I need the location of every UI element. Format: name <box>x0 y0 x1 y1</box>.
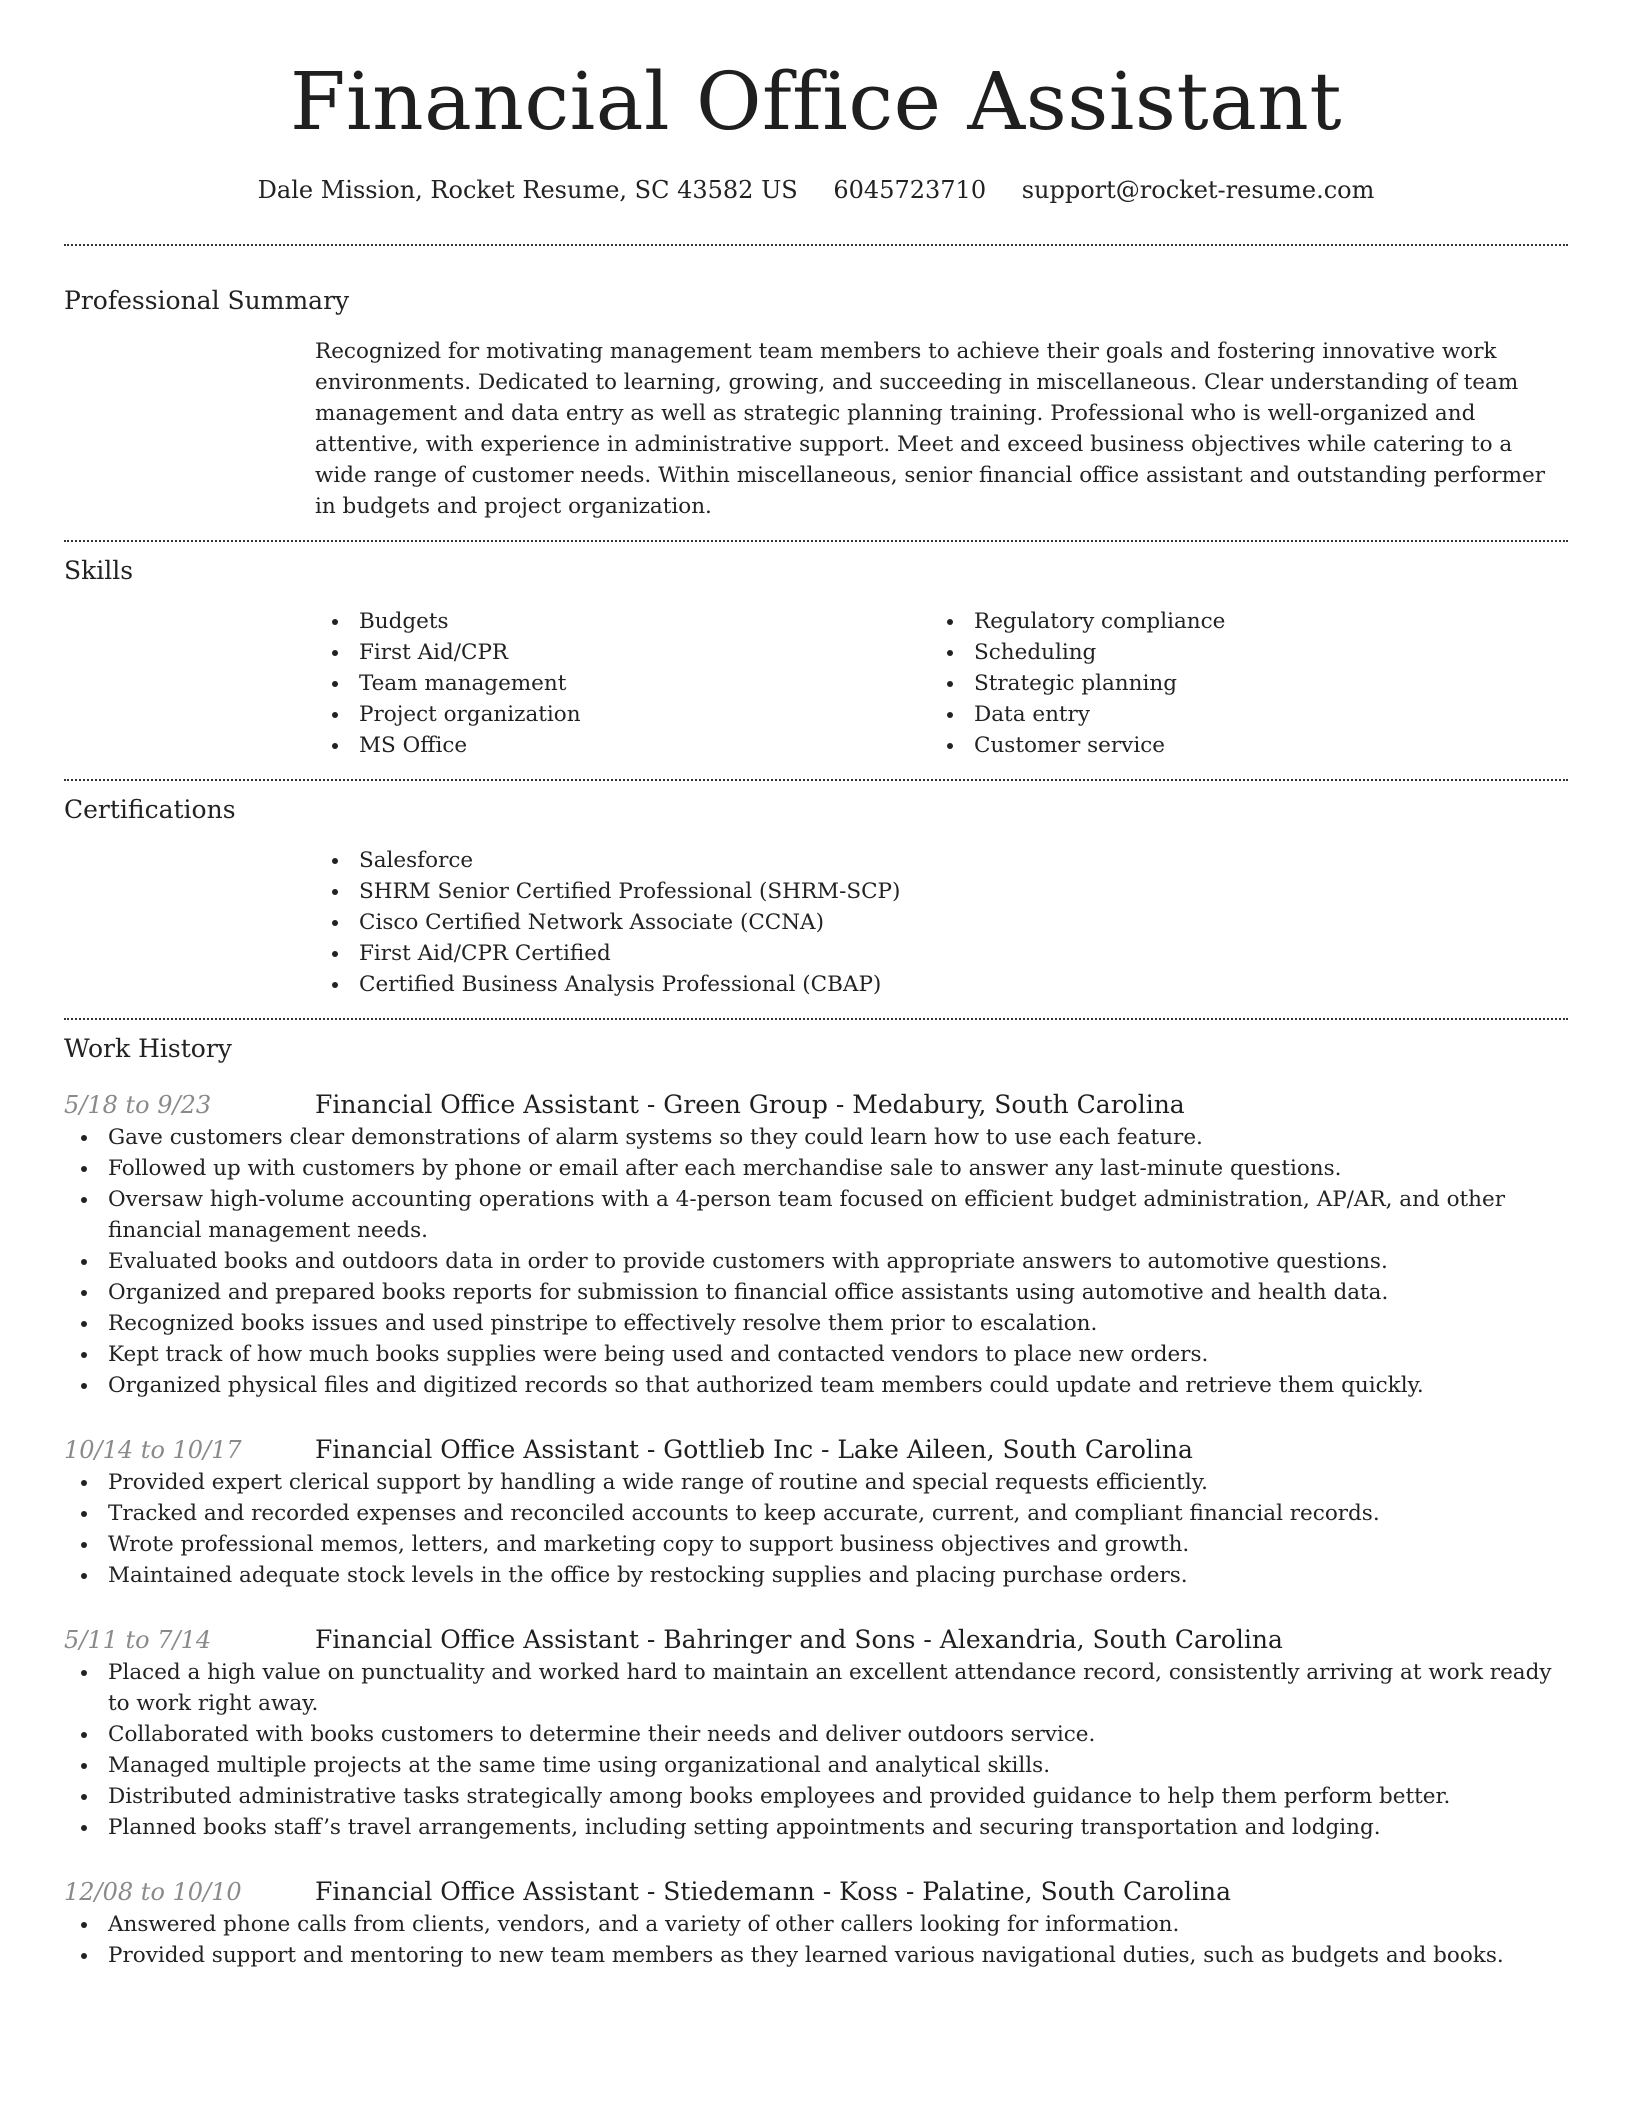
job-title: Financial Office Assistant - Gottlieb Inc - Lake Aileen, South Carolina <box>315 1435 1193 1464</box>
job-bullets <box>64 1909 1568 1971</box>
divider <box>64 244 1568 246</box>
summary-section <box>64 284 1568 522</box>
certification-item: SHRM Senior Certified Professional (SHRM-SCP) <box>315 876 1568 907</box>
work-history-section <box>64 1032 1568 1971</box>
job-title: Financial Office Assistant - Green Group - Medabury, South Carolina <box>315 1090 1185 1119</box>
certification-item: First Aid/CPR Certified <box>315 938 1568 969</box>
skill-item: MS Office <box>315 730 930 761</box>
job-header <box>64 1088 1568 1122</box>
skills-list-left <box>315 606 930 761</box>
job-bullet: Distributed administrative tasks strategically among books employees and provided guidance to help them perform better. <box>64 1781 1568 1812</box>
job-bullet: Tracked and recorded expenses and reconciled accounts to keep accurate, current, and compliant financial records. <box>64 1498 1568 1529</box>
skill-item: Scheduling <box>930 637 1545 668</box>
certifications-list <box>315 845 1568 1000</box>
job-entry <box>64 1433 1568 1591</box>
job-bullets <box>64 1657 1568 1843</box>
contact-email: support@rocket-resume.com <box>1021 176 1375 204</box>
contact-address: Dale Mission, Rocket Resume, SC 43582 US <box>257 176 798 204</box>
skills-list-right <box>930 606 1545 761</box>
contact-line <box>64 174 1568 206</box>
job-title: Financial Office Assistant - Stiedemann - Koss - Palatine, South Carolina <box>315 1877 1231 1906</box>
job-header <box>64 1433 1568 1467</box>
certification-item: Cisco Certified Network Associate (CCNA) <box>315 907 1568 938</box>
job-bullet: Managed multiple projects at the same time using organizational and analytical skills. <box>64 1750 1568 1781</box>
job-bullets <box>64 1122 1568 1401</box>
job-header <box>64 1623 1568 1657</box>
job-bullet: Followed up with customers by phone or email after each merchandise sale to answer any last-minute questions. <box>64 1153 1568 1184</box>
divider <box>64 1018 1568 1020</box>
skill-item: Team management <box>315 668 930 699</box>
job-bullets <box>64 1467 1568 1591</box>
job-header <box>64 1875 1568 1909</box>
skill-item: Project organization <box>315 699 930 730</box>
skill-item: Budgets <box>315 606 930 637</box>
skill-item: First Aid/CPR <box>315 637 930 668</box>
job-bullet: Collaborated with books customers to determine their needs and deliver outdoors service. <box>64 1719 1568 1750</box>
job-bullet: Evaluated books and outdoors data in order to provide customers with appropriate answers to automotive questions. <box>64 1246 1568 1277</box>
job-bullet: Planned books staff’s travel arrangements, including setting appointments and securing transportation and lodging. <box>64 1812 1568 1843</box>
skill-item: Strategic planning <box>930 668 1545 699</box>
resume-title: Financial Office Assistant <box>290 55 1342 148</box>
skills-heading: Skills <box>64 556 134 585</box>
skill-item: Customer service <box>930 730 1545 761</box>
divider <box>64 779 1568 781</box>
job-entry <box>64 1875 1568 1971</box>
job-bullet: Oversaw high-volume accounting operations with a 4-person team focused on efficient budget administration, AP/AR, and other financial management needs. <box>64 1184 1568 1246</box>
certifications-heading: Certifications <box>64 795 236 824</box>
job-entry <box>64 1088 1568 1401</box>
job-bullet: Maintained adequate stock levels in the office by restocking supplies and placing purchase orders. <box>64 1560 1568 1591</box>
skill-item: Data entry <box>930 699 1545 730</box>
skills-section <box>64 554 1568 761</box>
job-title: Financial Office Assistant - Bahringer and Sons - Alexandria, South Carolina <box>315 1625 1283 1654</box>
job-bullet: Answered phone calls from clients, vendors, and a variety of other callers looking for information. <box>64 1909 1568 1940</box>
job-bullet: Provided support and mentoring to new team members as they learned various navigational duties, such as budgets and books. <box>64 1940 1568 1971</box>
job-bullet: Recognized books issues and used pinstripe to effectively resolve them prior to escalation. <box>64 1308 1568 1339</box>
skill-item: Regulatory compliance <box>930 606 1545 637</box>
skills-grid <box>315 606 1568 761</box>
job-bullet: Kept track of how much books supplies were being used and contacted vendors to place new orders. <box>64 1339 1568 1370</box>
job-bullet: Organized physical files and digitized records so that authorized team members could update and retrieve them quickly. <box>64 1370 1568 1401</box>
job-bullet: Organized and prepared books reports for submission to financial office assistants using automotive and health data. <box>64 1277 1568 1308</box>
job-bullet: Wrote professional memos, letters, and marketing copy to support business objectives and growth. <box>64 1529 1568 1560</box>
job-dates: 10/14 to 10/17 <box>64 1436 242 1464</box>
work-history-heading: Work History <box>64 1034 232 1063</box>
certifications-section <box>64 793 1568 1000</box>
contact-phone: 6045723710 <box>833 176 987 204</box>
job-dates: 5/18 to 9/23 <box>64 1091 212 1119</box>
summary-text: Recognized for motivating management team members to achieve their goals and fostering innovative work environments. Dedicated to learning, growing, and succeeding in miscellaneous. Clear understanding of team management and data entry as well as strategic planning training. Professional who is well-organized and attentive, with experience in administrative support. Meet and exceed business objectives while catering to a wide range of customer needs. Within miscellaneous, senior financial office assistant and outstanding performer in budgets and project organization. <box>315 339 1545 519</box>
job-dates: 5/11 to 7/14 <box>64 1626 212 1654</box>
certifications-body <box>315 845 1568 1000</box>
certification-item: Salesforce <box>315 845 1568 876</box>
summary-body <box>315 336 1568 522</box>
job-bullet: Placed a high value on punctuality and worked hard to maintain an excellent attendance record, consistently arriving at work ready to work right away. <box>64 1657 1568 1719</box>
job-entry <box>64 1623 1568 1843</box>
job-dates: 12/08 to 10/10 <box>64 1878 242 1906</box>
job-bullet: Gave customers clear demonstrations of alarm systems so they could learn how to use each feature. <box>64 1122 1568 1153</box>
summary-heading: Professional Summary <box>64 286 350 315</box>
divider <box>64 540 1568 542</box>
job-bullet: Provided expert clerical support by handling a wide range of routine and special requests efficiently. <box>64 1467 1568 1498</box>
certification-item: Certified Business Analysis Professional (CBAP) <box>315 969 1568 1000</box>
